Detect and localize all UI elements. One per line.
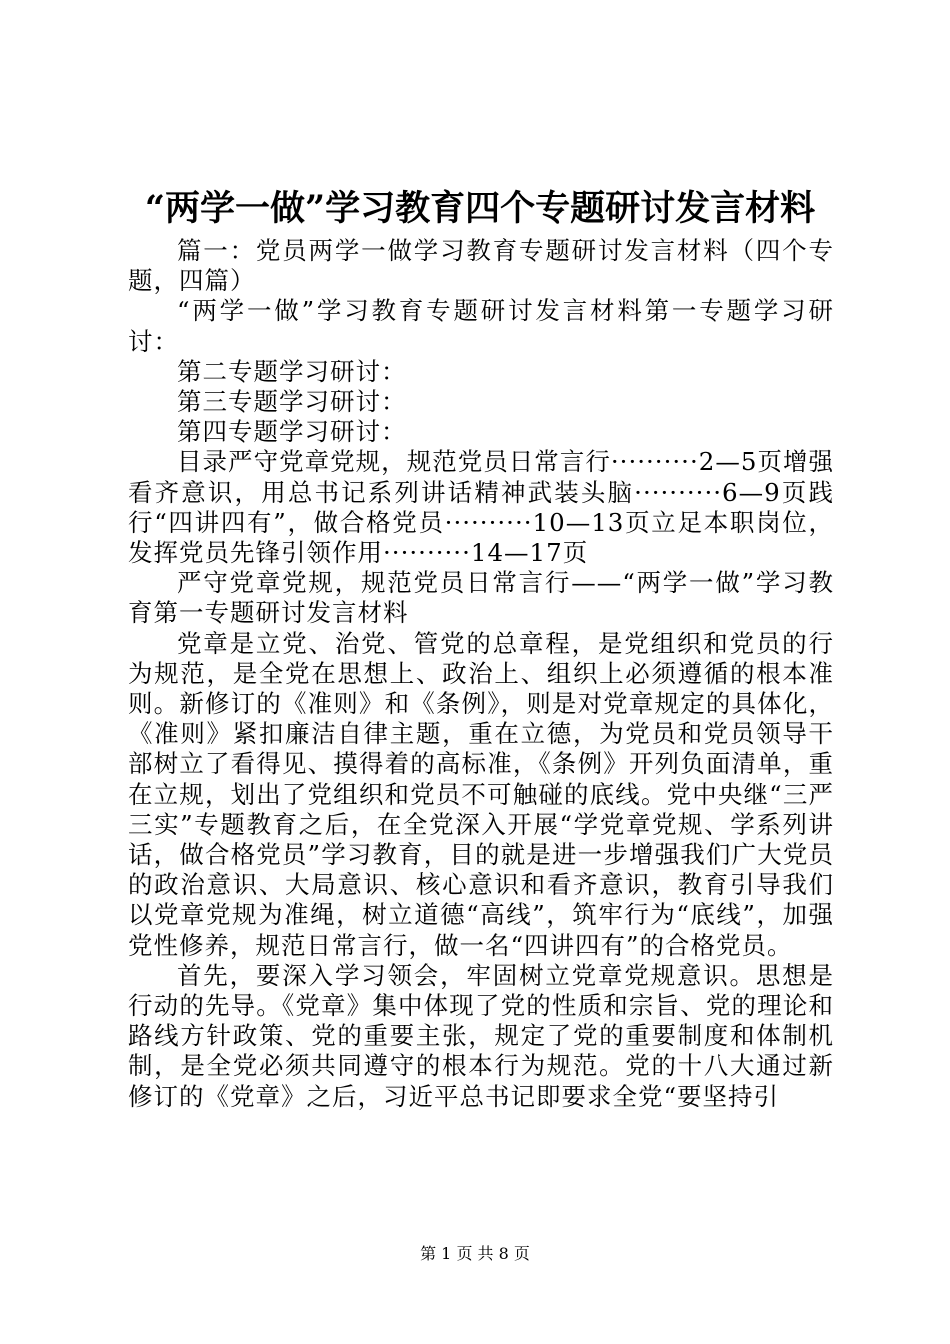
page-number-footer: 第 1 页 共 8 页 — [420, 1244, 530, 1263]
paragraph: 首先，要深入学习领会，牢固树立党章党规意识。思想是行动的先导。《党章》集中体现了党的性质和宗旨、党的理论和路线方针政策、党的重要主张，规定了党的重要制度和体制机制，是全党必须共同遵守的根本行为规范。党的十八大通过新修订的《党章》之后，习近平总书记即要求全党“要坚持引 — [128, 960, 834, 1111]
paragraph: 党章是立党、治党、管党的总章程，是党组织和党员的行为规范，是全党在思想上、政治上、组织上必须遵循的根本准则。新修订的《准则》和《条例》，则是对党章规定的具体化，《准则》紧扣廉洁自律主题，重在立德，为党员和党员领导干部树立了看得见、摸得着的高标准，《条例》开列负面清单，重在立规，划出了党组织和党员不可触碰的底线。党中央继“三严三实”专题教育之后，在全党深入开展“学党章党规、学系列讲话，做合格党员”学习教育，目的就是进一步增强我们广大党员的政治意识、大局意识、核心意识和看齐意识，教育引导我们以党章党规为准绳，树立道德“高线”，筑牢行为“底线”，加强党性修养，规范日常言行，做一名“四讲四有”的合格党员。 — [128, 628, 834, 960]
document-title: “两学一做”学习教育四个专题研讨发言材料 — [144, 188, 816, 229]
section-heading-paragraph: 严守党章党规，规范党员日常言行——“两学一做”学习教育第一专题研讨发言材料 — [128, 568, 834, 628]
paragraph: 篇一：党员两学一做学习教育专题研讨发言材料（四个专题，四篇） — [128, 236, 834, 296]
paragraph: “两学一做”学习教育专题研讨发言材料第一专题学习研讨： — [128, 296, 834, 356]
document-body — [128, 236, 834, 1112]
paragraph: 第四专题学习研讨： — [177, 417, 407, 447]
paragraph: 第二专题学习研讨： — [177, 356, 407, 386]
table-of-contents-paragraph: 目录严守党章党规，规范党员日常言行··········2—5页增强看齐意识，用总书记系列讲话精神武装头脑··········6—9页践行“四讲四有”，做合格党员··········10—13页立足本职岗位，发挥党员先锋引领作用··········14—17页 — [128, 447, 834, 568]
paragraph: 第三专题学习研讨： — [177, 387, 407, 417]
